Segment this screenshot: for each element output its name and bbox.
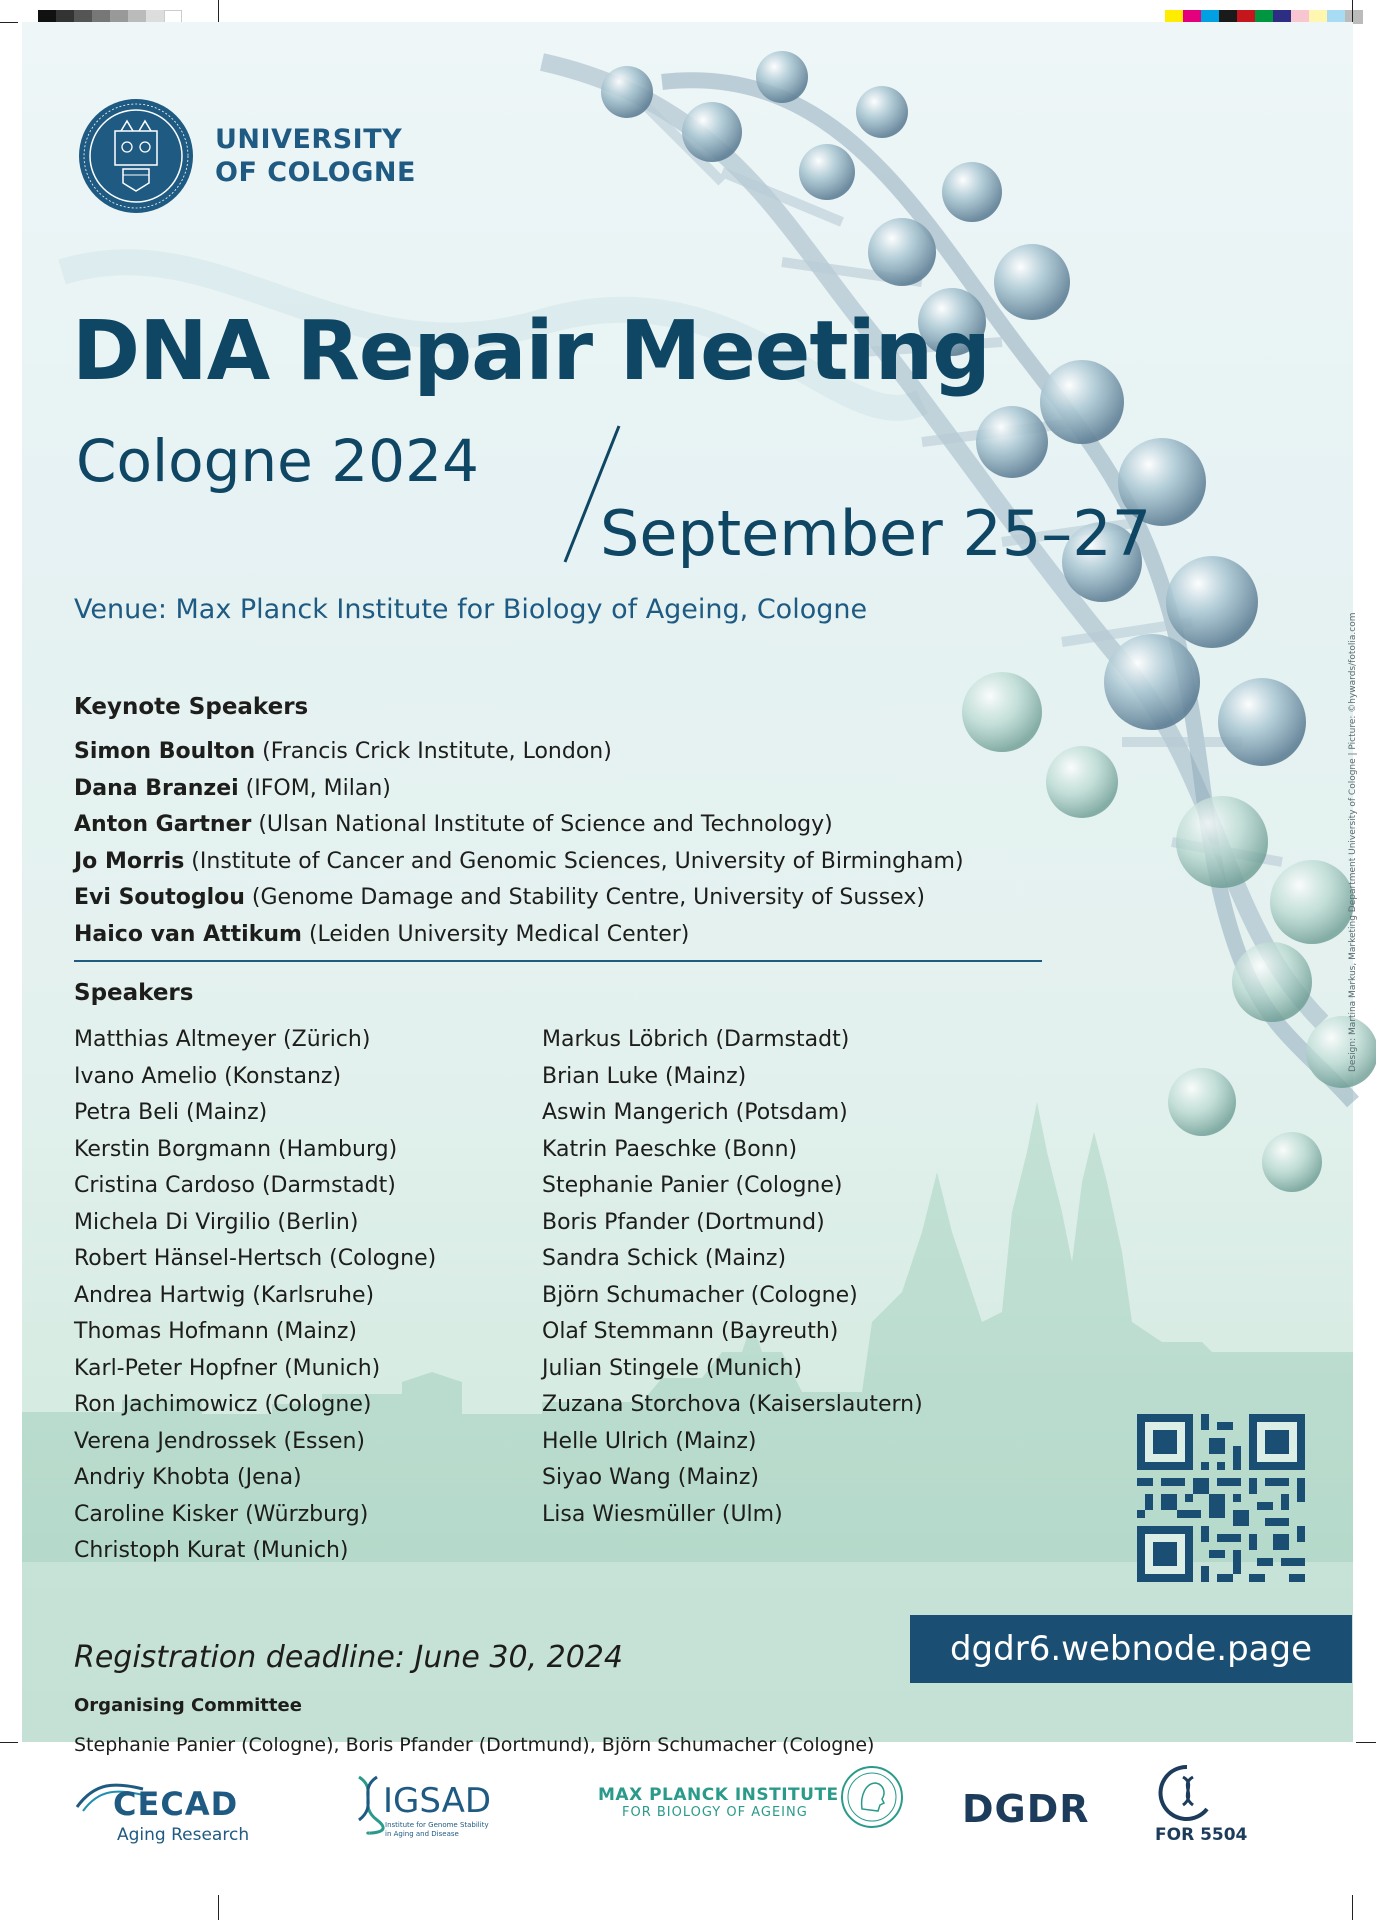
speaker-item: Stephanie Panier (Cologne) [542, 1173, 843, 1198]
crop-mark [1352, 0, 1353, 22]
crop-mark [1356, 1742, 1376, 1743]
dgdr-name: DGDR [962, 1787, 1090, 1831]
speaker-item: Andrea Hartwig (Karlsruhe) [74, 1282, 375, 1308]
speaker-item: Björn Schumacher (Cologne) [542, 1282, 858, 1308]
poster [22, 22, 1358, 1756]
crop-mark [218, 0, 219, 22]
speaker-item: Markus Löbrich (Darmstadt) [542, 1027, 850, 1052]
keynote-item: Evi Soutoglou (Genome Damage and Stability Centre, University of Sussex) [74, 885, 925, 911]
speaker-item: Andriy Khobta (Jena) [74, 1465, 302, 1490]
cecad-tagline: Aging Research [117, 1825, 250, 1845]
speaker-item: Zuzana Storchova (Kaiserslautern) [542, 1392, 923, 1417]
crop-mark [218, 1895, 219, 1920]
speaker-item: Ron Jachimowicz (Cologne) [74, 1392, 372, 1417]
event-dates: September 25–27 [600, 497, 1152, 570]
igsad-name: IGSAD [383, 1781, 492, 1821]
registration-deadline: Registration deadline: June 30, 2024 [74, 1640, 623, 1675]
speaker-item: Aswin Mangerich (Potsdam) [542, 1100, 848, 1125]
speaker-item: Thomas Hofmann (Mainz) [74, 1319, 357, 1344]
speaker-item: Sandra Schick (Mainz) [542, 1246, 787, 1271]
speaker-item: Christoph Kurat (Munich) [74, 1538, 349, 1563]
keynote-item: Dana Branzei (IFOM, Milan) [74, 775, 391, 801]
university-name [215, 123, 416, 189]
event-title: DNA Repair Meeting [72, 304, 990, 399]
university-name-line1: UNIVERSITY [215, 124, 403, 155]
keynote-item: Haico van Attikum (Leiden University Medical Center) [74, 921, 690, 947]
mpi-line1: MAX PLANCK INSTITUTE [598, 1785, 839, 1805]
keynote-item: Simon Boulton (Francis Crick Institute, London) [74, 739, 612, 764]
speaker-item: Ivano Amelio (Konstanz) [74, 1063, 342, 1089]
crop-mark [0, 22, 18, 23]
speaker-item: Verena Jendrossek (Essen) [74, 1428, 366, 1454]
mpi-line2: FOR BIOLOGY OF AGEING [622, 1805, 808, 1820]
igsad-dna-icon [355, 1775, 381, 1835]
keynote-item: Anton Gartner (Ulsan National Institute of Science and Technology) [74, 812, 833, 838]
speaker-item: Kerstin Borgmann (Hamburg) [74, 1136, 398, 1162]
speaker-item: Matthias Altmeyer (Zürich) [74, 1027, 371, 1052]
committee-heading: Organising Committee [74, 1695, 302, 1716]
speaker-item: Cristina Cardoso (Darmstadt) [74, 1173, 396, 1198]
keynote-list [74, 734, 964, 954]
speakers-heading: Speakers [74, 980, 194, 1006]
university-logo [77, 97, 416, 215]
event-subtitle: Cologne 2024 [76, 427, 479, 495]
speaker-item: Caroline Kisker (Würzburg) [74, 1501, 369, 1527]
igsad-tagline-1: Institute for Genome Stability [385, 1821, 489, 1829]
for5504-name: FOR 5504 [1155, 1825, 1248, 1845]
sponsor-logos [0, 1745, 1376, 1885]
speaker-item: Michela Di Virgilio (Berlin) [74, 1209, 359, 1235]
keynote-item: Jo Morris (Institute of Cancer and Genomic Sciences, University of Birmingham) [74, 848, 964, 874]
speakers-column-1 [74, 1022, 436, 1570]
section-divider [74, 960, 1042, 962]
speaker-item: Lisa Wiesmüller (Ulm) [542, 1501, 783, 1527]
crop-mark [0, 1742, 18, 1743]
speakers-column-2 [542, 1022, 923, 1533]
website-link[interactable]: dgdr6.webnode.page [910, 1615, 1352, 1683]
speaker-item: Helle Ulrich (Mainz) [542, 1428, 757, 1454]
speaker-item: Boris Pfander (Dortmund) [542, 1209, 825, 1235]
igsad-tagline-2: in Aging and Disease [385, 1830, 459, 1838]
cecad-name: CECAD [113, 1785, 239, 1823]
speaker-item: Julian Stingele (Munich) [542, 1355, 803, 1381]
crop-mark [1352, 1895, 1353, 1920]
dgdr-logo [962, 1787, 1090, 1831]
speaker-item: Karl-Peter Hopfner (Munich) [74, 1355, 381, 1381]
igsad-logo [355, 1775, 492, 1839]
speaker-item: Olaf Stemmann (Bayreuth) [542, 1319, 839, 1344]
university-seal-icon [77, 97, 195, 215]
speaker-item: Brian Luke (Mainz) [542, 1063, 747, 1089]
speaker-item: Siyao Wang (Mainz) [542, 1465, 759, 1490]
speaker-item: Robert Hänsel-Hertsch (Cologne) [74, 1246, 437, 1271]
qr-code-icon[interactable] [1137, 1414, 1305, 1582]
keynote-heading: Keynote Speakers [74, 694, 309, 720]
speaker-item: Petra Beli (Mainz) [74, 1100, 268, 1125]
design-credit: Design: Martina Markus, Marketing Department University of Cologne | Picture: ©hywards/fotolia.com [1348, 612, 1358, 1072]
committee-members: Stephanie Panier (Cologne), Boris Pfander (Dortmund), Björn Schumacher (Cologne) [74, 1734, 875, 1756]
university-name-line2: OF COLOGNE [215, 157, 416, 188]
for5504-dna-icon [1157, 1763, 1221, 1821]
speaker-item: Katrin Paeschke (Bonn) [542, 1136, 798, 1162]
minerva-icon [840, 1765, 904, 1829]
event-venue: Venue: Max Planck Institute for Biology of Ageing, Cologne [74, 594, 868, 625]
